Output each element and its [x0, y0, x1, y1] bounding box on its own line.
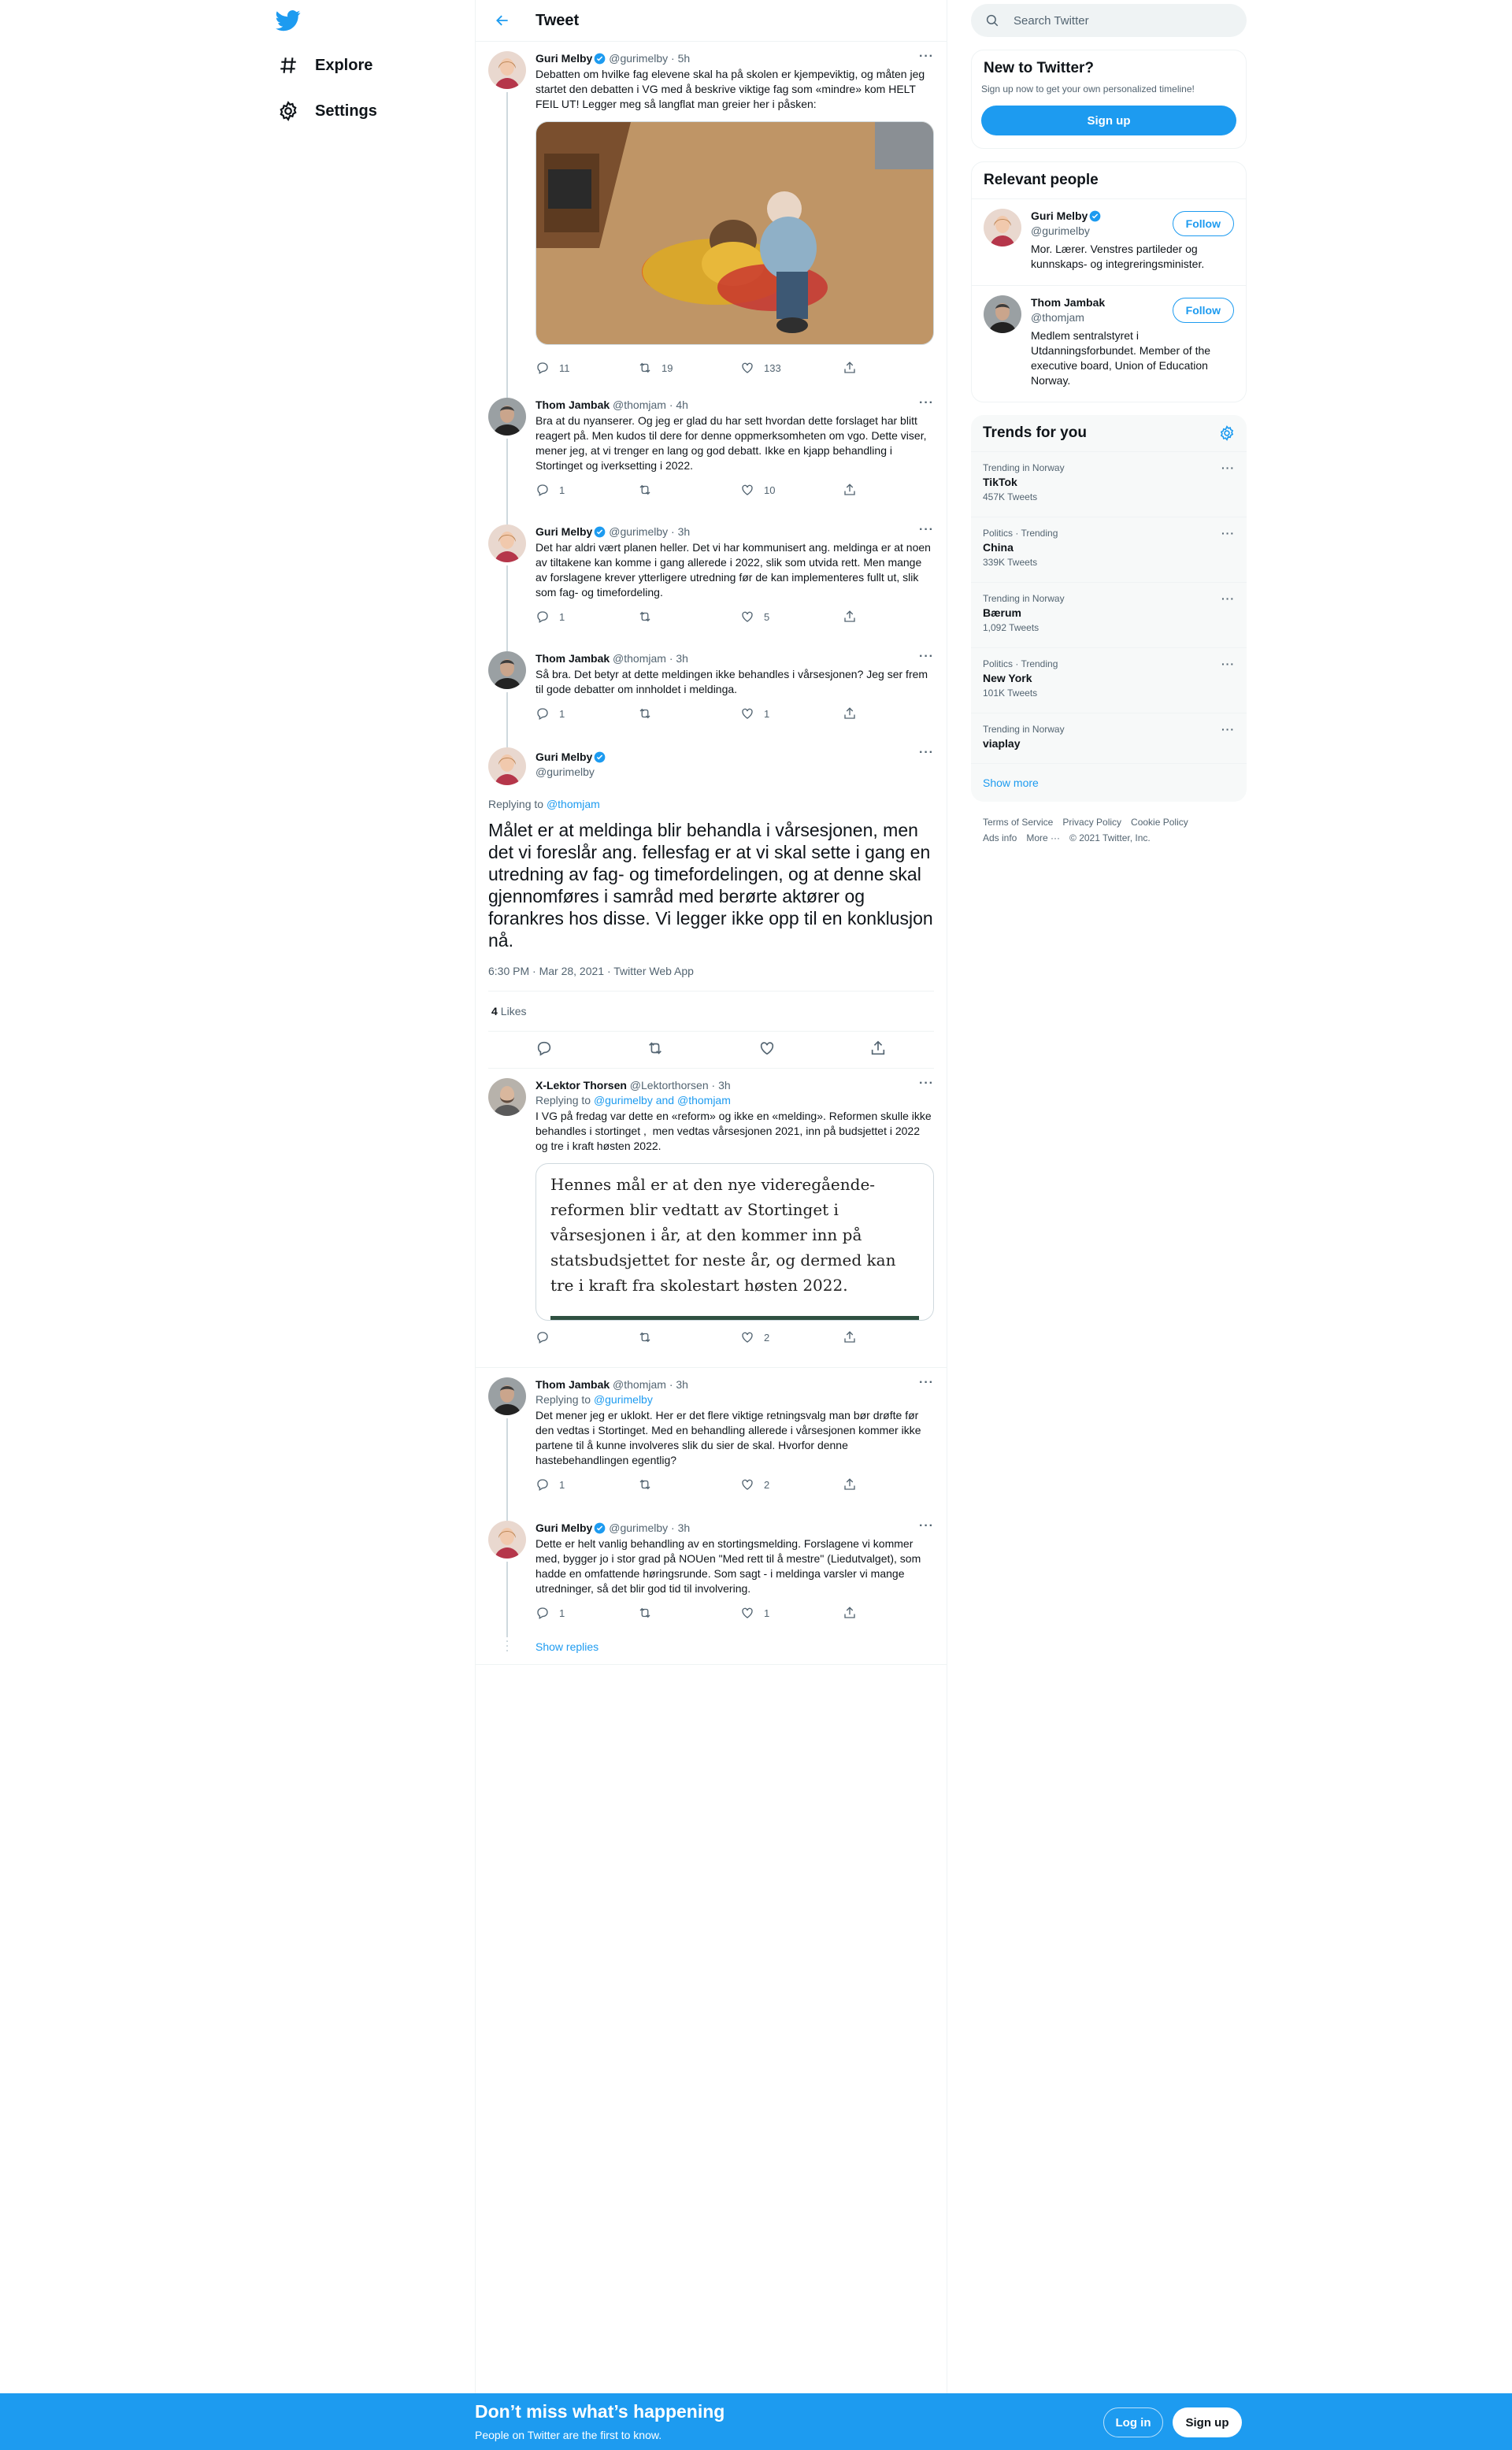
reply-tweet[interactable]: ··· Thom Jambak @thomjam · 3h Replying to @gurimelby Det mener jeg er uklokt. Her er det flere viktige retningsvalg man bør drøfte før den vedtas i Stortinget. Med en behandling allerede i vårsesjonen kommer ikke partene til å kunne involveres slik du sier de skal. Hvorfor denne hastebehandlingen egentlig? 1 2	[476, 1368, 947, 1511]
trends-card	[971, 415, 1247, 802]
quoted-text: Hennes mål er at den nye videregående-reformen blir vedtatt av Stortinget i vårsesjonen i år, at den kommer inn på statsbudsjettet for neste år, og dermed kan tre i kraft fra skolestart høsten 2022.	[550, 1175, 896, 1295]
reply-button[interactable]: 1	[536, 706, 638, 721]
relevant-people-card	[971, 161, 1247, 402]
tweet-time[interactable]: 3h	[677, 525, 691, 538]
tweet-actions	[536, 473, 866, 506]
gear-icon	[276, 98, 301, 124]
like-button[interactable]: 1	[740, 706, 843, 721]
author-name[interactable]: Guri Melby	[536, 751, 593, 763]
author-handle: @Lektorthorsen	[629, 1079, 709, 1092]
avatar[interactable]	[488, 1078, 526, 1116]
share-button[interactable]	[843, 1606, 866, 1620]
replying-to: Replying to @thomjam	[488, 798, 600, 810]
follow-button[interactable]: Follow	[1173, 298, 1234, 323]
gear-icon[interactable]	[1219, 425, 1235, 441]
more-icon[interactable]: ···	[919, 1077, 934, 1090]
main-header	[476, 0, 947, 42]
retweet-button[interactable]	[638, 1477, 740, 1492]
likes-count[interactable]: 4 Likes	[488, 991, 934, 1032]
share-button[interactable]	[843, 1330, 866, 1344]
main-column	[475, 0, 947, 2450]
reply-button[interactable]: 1	[536, 1606, 638, 1620]
tweet-text: Så bra. Det betyr at dette meldingen ikke behandles i vårsesjonen? Jeg ser frem til gode debatter om innholdet i meldinga.	[536, 668, 931, 695]
person-item[interactable]	[972, 198, 1246, 285]
show-replies-link[interactable]: Show replies	[476, 1629, 947, 1665]
reply-button[interactable]	[536, 1330, 638, 1344]
tweet-text: Det har aldri vært planen heller. Det vi har kommunisert ang. meldinga er at noen av tiltakene kan komme i gang allerede i 2022, slik som utvida rett. Men mange av forslagene krever ytterligere utredning før de kan implementeres fullt ut, slik som fag- og timefordeling.	[536, 541, 934, 599]
share-button[interactable]	[843, 706, 866, 721]
person-item[interactable]	[972, 285, 1246, 402]
reply-button[interactable]: 11	[536, 361, 638, 375]
tweet-text: Debatten om hvilke fag elevene skal ha på skolen er kjempeviktig, og måten jeg startet den debatten i VG med å beskrive viktige fag som «mindre» kom HELT FEIL UT! Legger meg så langflat man greier her i påsken:	[536, 68, 928, 110]
author-name[interactable]: Thom Jambak	[536, 1378, 610, 1391]
footer-link[interactable]: Terms of Service	[983, 817, 1054, 828]
signup-button[interactable]: Sign up	[981, 106, 1236, 135]
right-sidebar	[971, 0, 1247, 846]
thread-tweet[interactable]: ··· Guri Melby @gurimelby · 3h Det har aldri vært planen heller. Det vi har kommunisert ang. meldinga er at noen av tiltakene kan komme i gang allerede i 2022, slik som utvida rett. Men mange av forslagene krever ytterligere utredning før de kan implementeres fullt ut, slik som fag- og timefordeling. 1 5	[476, 515, 947, 642]
follow-button[interactable]: Follow	[1173, 211, 1234, 236]
back-arrow-icon[interactable]	[488, 6, 517, 35]
search-placeholder: Search Twitter	[1014, 13, 1089, 28]
nav-settings-label: Settings	[315, 102, 377, 120]
more-icon[interactable]: ···	[1221, 461, 1235, 474]
more-icon[interactable]: ···	[919, 50, 934, 63]
person-name[interactable]: Guri Melby	[1031, 209, 1088, 222]
replying-to: Replying to @gurimelby and @thomjam	[536, 1094, 731, 1106]
like-button[interactable]: 1	[740, 1606, 843, 1620]
like-button[interactable]: 5	[740, 610, 843, 624]
verified-icon	[594, 751, 606, 763]
more-icon[interactable]: ···	[919, 396, 934, 410]
author-name[interactable]: X-Lektor Thorsen	[536, 1079, 627, 1092]
tweet-time[interactable]: 3h	[677, 1522, 691, 1534]
trend-item[interactable]: Trending in Norway Bærum 1,092 Tweets ···	[971, 582, 1247, 647]
person-handle: @gurimelby	[1031, 224, 1090, 237]
avatar[interactable]	[488, 747, 526, 785]
footer-link[interactable]: More ···	[1026, 832, 1061, 843]
tweet-actions	[536, 600, 866, 633]
bottom-subtitle: People on Twitter are the first to know.	[475, 2429, 662, 2441]
retweet-button[interactable]	[638, 483, 740, 497]
reply-button[interactable]: 1	[536, 610, 638, 624]
footer-link[interactable]: Privacy Policy	[1062, 817, 1122, 828]
new-to-twitter-card	[971, 50, 1247, 149]
tweet-text: Dette er helt vanlig behandling av en stortingsmelding. Forslagene vi kommer med, bygger jo i stor grad på NOUen "Med rett til å mestre" (Liedutvalget), som hadde en omfattende høringsrunde. Som sagt - i meldinga varsler vi mange utredninger, så det blir god tid til involvering.	[536, 1537, 925, 1595]
tweet-time[interactable]: 3h	[676, 652, 688, 665]
retweet-button[interactable]	[638, 706, 740, 721]
tweet-photo[interactable]	[536, 121, 934, 345]
more-icon[interactable]: ···	[1221, 723, 1235, 736]
tweet-text: I VG på fredag var dette en «reform» og ikke en «melding». Reformen skulle ikke behandles i stortinget , men vedtas vårsesjonen 2021, inn på budsjettet i 2022 og tre i kraft høsten 2022.	[536, 1110, 935, 1152]
retweet-button[interactable]	[638, 1606, 740, 1620]
nav-explore[interactable]	[276, 50, 372, 81]
share-button[interactable]	[843, 361, 866, 375]
tweet-time[interactable]: 5h	[677, 52, 691, 65]
more-icon[interactable]: ···	[919, 1376, 934, 1389]
trend-item[interactable]: Trending in Norway viaplay ···	[971, 713, 1247, 763]
bottom-signup-bar	[0, 2393, 1512, 2450]
verified-icon	[594, 1522, 606, 1534]
retweet-button[interactable]	[638, 610, 740, 624]
tweet-time[interactable]: 4h	[676, 398, 688, 411]
more-icon[interactable]: ···	[1221, 527, 1235, 539]
thread-line	[506, 439, 508, 524]
tweet-actions	[536, 1321, 866, 1354]
person-name[interactable]: Thom Jambak	[1031, 296, 1106, 309]
avatar[interactable]	[984, 209, 1021, 246]
page-title: Tweet	[536, 11, 580, 29]
tweet-actions	[536, 697, 866, 730]
card-title: Trends for you	[983, 424, 1087, 441]
reply-button[interactable]: 1	[536, 1477, 638, 1492]
more-icon[interactable]: ···	[919, 1519, 934, 1533]
twitter-logo-icon[interactable]	[276, 8, 301, 33]
focal-tweet	[476, 738, 947, 1069]
thread-line	[506, 1562, 508, 1637]
nav-settings[interactable]	[276, 95, 377, 127]
author-handle: @gurimelby	[609, 52, 669, 65]
tweet-time[interactable]: 3h	[718, 1079, 731, 1092]
author-handle: @gurimelby	[609, 525, 669, 538]
like-button[interactable]: 2	[740, 1477, 843, 1492]
tweet-text: Bra at du nyanserer. Og jeg er glad du har sett hvordan dette forslaget har blitt reagert på. Men kudos til dere for denne oppmerksomheten om vgo. Dette viser, mener jeg, at vi trenger en lang og god debatt. Ikke en kjapp behandling i Stortinget og iverksetting i 2022.	[536, 414, 930, 472]
quoted-image[interactable]	[536, 1163, 934, 1321]
reply-tweet[interactable]: ··· X-Lektor Thorsen @Lektorthorsen · 3h Replying to @gurimelby and @thomjam I VG på fredag var dette en «reform» og ikke en «melding». Reformen skulle ikke behandles i stortinget , men vedtas vårsesjonen 2021, inn på budsjettet i 2022 og tre i kraft høsten 2022. Hennes mål er at den nye videregående-reformen blir vedtatt av Stortinget i vårsesjonen i år, at den kommer inn på statsbudsjettet for neste år, og dermed kan tre i kraft fra skolestart høsten 2022. 2	[476, 1069, 947, 1368]
author-name[interactable]: Guri Melby	[536, 52, 593, 65]
footer-links	[971, 814, 1247, 846]
thread-line	[506, 565, 508, 651]
retweet-button[interactable]	[647, 1040, 664, 1061]
author-handle: @thomjam	[613, 398, 666, 411]
card-title: Relevant people	[984, 172, 1099, 188]
avatar[interactable]	[488, 524, 526, 562]
like-button[interactable]	[758, 1040, 776, 1061]
share-button[interactable]	[843, 483, 866, 497]
person-bio: Medlem sentralstyret i Utdanningsforbundet. Member of the executive board, Union of Education Norway.	[1031, 329, 1211, 387]
login-button[interactable]: Log in	[1103, 2407, 1163, 2437]
more-icon[interactable]: ···	[919, 523, 934, 536]
footer-link[interactable]: Cookie Policy	[1131, 817, 1188, 828]
author-name[interactable]: Guri Melby	[536, 525, 593, 538]
author-name[interactable]: Thom Jambak	[536, 652, 610, 665]
like-button[interactable]: 2	[740, 1330, 843, 1344]
card-subtitle: Sign up now to get your own personalized timeline!	[981, 83, 1195, 95]
thread-line	[506, 92, 508, 398]
retweet-button[interactable]: 19	[638, 361, 740, 375]
focal-tweet-text: Målet er at meldinga blir behandla i vårsesjonen, men det vi foreslår ang. fellesfag er at vi skal sette i gang en utredning av fag- og timefordelingen, og at denne skal gjennomføres i samråd med berørte aktører og forankres hos disse. Vi legger ikke opp til en konklusjon nå.	[488, 820, 933, 951]
author-handle: @thomjam	[613, 1378, 666, 1391]
like-button[interactable]: 133	[740, 361, 843, 375]
thread-line	[506, 1418, 508, 1521]
share-button[interactable]	[843, 610, 866, 624]
avatar[interactable]	[488, 651, 526, 689]
quote-bar	[550, 1316, 919, 1320]
author-handle: @thomjam	[613, 652, 666, 665]
tweet-actions	[536, 351, 866, 384]
verified-icon	[1089, 210, 1101, 222]
trend-item[interactable]: Politics · Trending New York 101K Tweets ···	[971, 647, 1247, 713]
retweet-button[interactable]	[638, 1330, 740, 1344]
share-button[interactable]	[843, 1477, 866, 1492]
thread-dots	[506, 1636, 508, 1653]
focal-actions	[488, 1032, 934, 1069]
tweet-timestamp[interactable]: 6:30 PM · Mar 28, 2021 · Twitter Web App	[488, 965, 934, 991]
avatar[interactable]	[488, 1377, 526, 1415]
tweet-actions	[536, 1468, 866, 1501]
reply-tweet[interactable]: ··· Guri Melby @gurimelby · 3h Dette er helt vanlig behandling av en stortingsmelding. Forslagene vi kommer med, bygger jo i stor grad på NOUen "Med rett til å mestre" (Liedutvalget), som hadde en omfattende høringsrunde. Som sagt - i meldinga varsler vi mange utredninger, så det blir god tid til involvering. 1 1	[476, 1511, 947, 1629]
share-button[interactable]	[869, 1040, 887, 1061]
mention-link[interactable]: @gurimelby and @thomjam	[593, 1094, 731, 1106]
copyright: © 2021 Twitter, Inc.	[1069, 832, 1151, 843]
verified-icon	[594, 53, 606, 65]
thread-tweet[interactable]: ··· Thom Jambak @thomjam · 3h Så bra. Det betyr at dette meldingen ikke behandles i vårsesjonen? Jeg ser frem til gode debatter om innholdet i meldinga. 1 1	[476, 642, 947, 738]
card-title: New to Twitter?	[984, 60, 1095, 76]
more-icon[interactable]: ···	[919, 650, 934, 663]
more-icon[interactable]: ···	[1221, 592, 1235, 605]
signup-button[interactable]: Sign up	[1173, 2407, 1242, 2437]
more-icon[interactable]: ···	[1221, 658, 1235, 670]
author-handle: @gurimelby	[536, 765, 595, 778]
author-name[interactable]: Guri Melby	[536, 1522, 593, 1534]
person-handle: @thomjam	[1031, 311, 1084, 324]
trend-item[interactable]: Trending in Norway TikTok 457K Tweets ···	[971, 451, 1247, 517]
author-name[interactable]: Thom Jambak	[536, 398, 610, 411]
footer-link[interactable]: Ads info	[983, 832, 1017, 843]
show-more-link[interactable]: Show more	[971, 763, 1247, 802]
thread-tweet[interactable]: ··· Guri Melby @gurimelby · 5h Debatten om hvilke fag elevene skal ha på skolen er kjempeviktig, og måten jeg startet den debatten i VG med å beskrive viktige fag som «mindre» kom HELT FEIL UT! Legger meg så langflat man greier her i påsken: 11 19 133	[476, 42, 947, 388]
trend-item[interactable]: Politics · Trending China 339K Tweets ···	[971, 517, 1247, 582]
search-icon	[985, 13, 999, 28]
avatar[interactable]	[488, 51, 526, 89]
more-icon[interactable]: ···	[919, 746, 934, 759]
replying-to: Replying to @gurimelby	[536, 1393, 653, 1406]
thread-tweet[interactable]: ··· Thom Jambak @thomjam · 4h Bra at du nyanserer. Og jeg er glad du har sett hvordan dette forslaget har blitt reagert på. Men kudos til dere for denne oppmerksomheten om vgo. Dette viser, mener jeg, at vi trenger en lang og god debatt. Ikke en kjapp behandling i Stortinget og iverksetting i 2022. 1 10	[476, 388, 947, 515]
nav-explore-label: Explore	[315, 56, 373, 74]
avatar[interactable]	[488, 398, 526, 436]
author-handle: @gurimelby	[609, 1522, 669, 1534]
reply-button[interactable]: 1	[536, 483, 638, 497]
mention-link[interactable]: @gurimelby	[593, 1393, 653, 1406]
hashtag-icon	[276, 53, 301, 78]
bottom-title: Don’t miss what’s happening	[475, 2401, 725, 2422]
avatar[interactable]	[984, 295, 1021, 333]
verified-icon	[594, 526, 606, 538]
search-input[interactable]	[971, 4, 1247, 37]
tweet-actions	[536, 1596, 866, 1629]
tweet-text: Det mener jeg er uklokt. Her er det flere viktige retningsvalg man bør drøfte før den vedtas i Stortinget. Med en behandling allerede i vårsesjonen kommer ikke partene til å kunne involveres slik du sier de skal. Hvorfor denne hastebehandlingen egentlig?	[536, 1409, 925, 1466]
tweet-time[interactable]: 3h	[676, 1378, 688, 1391]
reply-button[interactable]	[536, 1040, 553, 1061]
like-button[interactable]: 10	[740, 483, 843, 497]
avatar[interactable]	[488, 1521, 526, 1559]
mention-link[interactable]: @thomjam	[546, 798, 600, 810]
person-bio: Mor. Lærer. Venstres partileder og kunnskaps- og integreringsminister.	[1031, 243, 1205, 270]
